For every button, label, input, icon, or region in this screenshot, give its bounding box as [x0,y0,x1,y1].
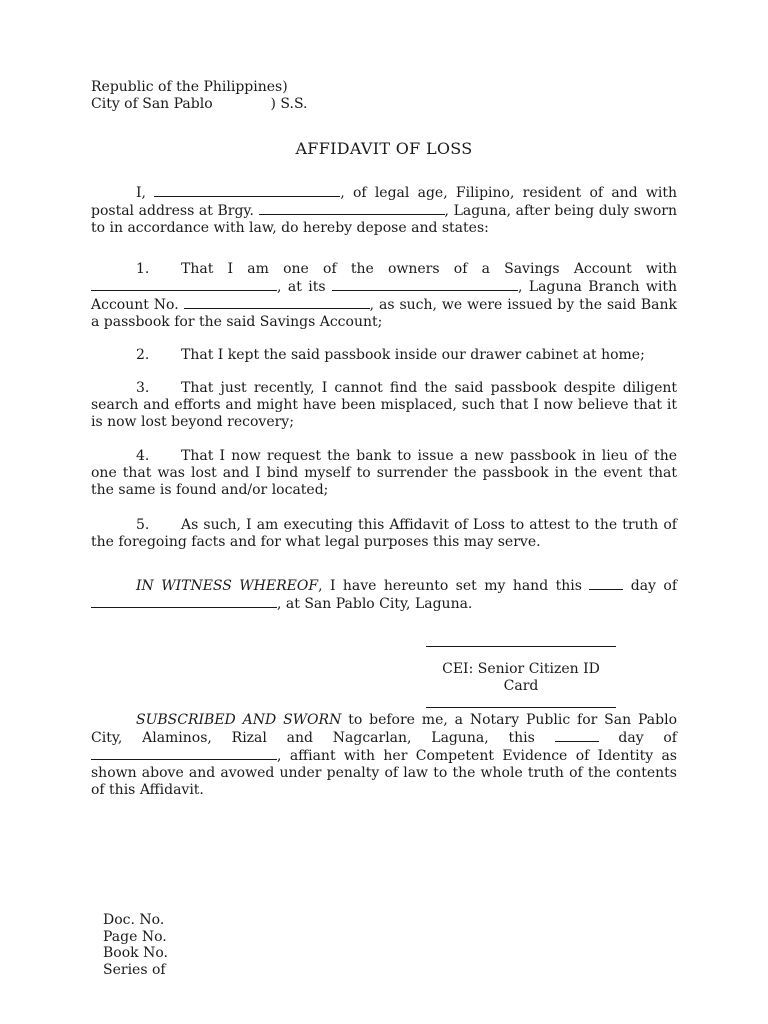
item-text: That I kept the said passbook inside our drawer cabinet at home; [181,347,645,363]
barangay-blank [259,202,445,215]
venue-city: City of San Pablo ) S.S. [91,96,308,112]
jurat-day-blank [555,729,599,742]
jurat-text: , affiant with her Competent Evidence of Identity as shown above and avowed under penalty of law to the whole truth of the contents of this Affidavit. [91,748,677,798]
venue-block [91,79,308,113]
intro-paragraph [91,184,677,237]
intro-text-3: , Laguna, after being duly sworn to in accordance with law, do hereby depose and states: [91,203,677,236]
item-text: , Laguna Branch with Account No. [91,279,677,313]
item-text: As such, I am executing this Affidavit of Loss to attest to the truth of the foregoing facts and for what legal purposes this may serve. [91,517,677,550]
notarial-register [103,912,168,978]
item-5 [91,517,677,551]
name-blank [154,184,340,197]
witness-lead: IN WITNESS WHEREOF [136,578,319,594]
item-number: 1. [136,261,150,277]
item-4 [91,448,677,499]
document-title: AFFIDAVIT OF LOSS [295,139,473,158]
jurat-date-blank [91,747,277,760]
month-year-blank [91,595,277,608]
item-text: That just recently, I cannot find the said passbook despite diligent search and efforts and might have been misplaced, such that I now believe that it is now lost beyond recovery; [91,380,677,430]
book-no-label: Book No. [103,945,168,961]
item-number: 2. [136,347,150,363]
item-text: That I am one of the owners of a Savings Account with [181,261,677,277]
affiant-signature-line [426,645,616,647]
item-text: That I now request the bank to issue a new passbook in lieu of the one that was lost and I bind myself to surrender the passbook in the event that the same is found and/or located; [91,448,677,498]
jurat-paragraph [91,712,677,799]
jurat-text: day of [598,730,677,746]
cei-number-line [426,706,616,708]
intro-text-2: , of legal age, Filipino, resident of and with postal address at Brgy. [91,185,677,219]
item-2 [91,347,677,364]
doc-no-label: Doc. No. [103,912,165,928]
item-number: 5. [136,517,150,533]
jurat-lead: SUBSCRIBED AND SWORN [136,712,342,728]
branch-blank [332,278,518,291]
cei-label: CEI: Senior Citizen ID Card [442,661,600,694]
witness-text: day of [623,578,678,594]
item-text: , at its [277,279,332,295]
witness-paragraph [91,577,677,613]
item-3 [91,380,677,431]
item-number: 3. [136,380,150,396]
series-label: Series of [103,961,166,978]
witness-text: , at San Pablo City, Laguna. [277,596,473,612]
day-blank [589,577,623,590]
account-number-blank [184,296,370,309]
page-no-label: Page No. [103,928,167,945]
item-text: , as such, we were issued by the said Bank a passbook for the said Savings Account; [91,297,677,330]
signature-block [426,645,616,708]
item-number: 4. [136,448,150,464]
bank-name-blank [91,278,277,291]
witness-text: , I have hereunto set my hand this [318,578,590,594]
venue-republic: Republic of the Philippines) [91,79,288,95]
item-1 [91,261,677,331]
intro-text-1: I, [136,185,155,201]
jurat-text: to before me, a Notary Public for San Pablo City, Alaminos, Rizal and Nagcarlan, Laguna, this [91,712,677,746]
